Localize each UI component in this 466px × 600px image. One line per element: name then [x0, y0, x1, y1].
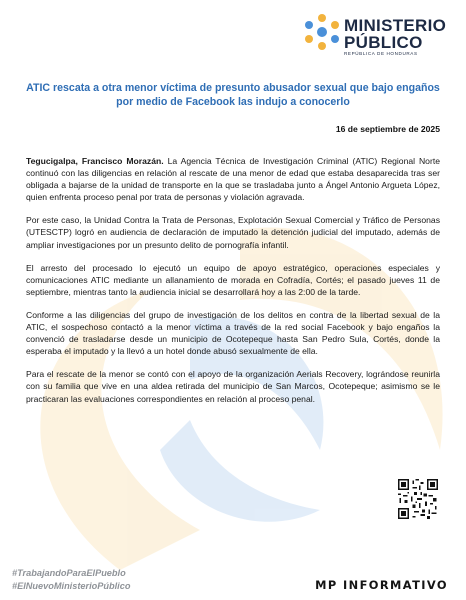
press-release-headline: ATIC rescata a otra menor víctima de presunto abusador sexual que bajo engaños por medio de Facebook las indujo a conocerlo	[26, 82, 440, 108]
hashtag-1: #TrabajandoParaElPueblo	[12, 568, 126, 578]
ministerio-publico-logo	[302, 10, 452, 56]
paragraph-1-text: La Agencia Técnica de Investigación Criminal (ATIC) Regional Norte continuó con las diligencias en relación al rescate de una menor de edad que estaba desaparecida tras ser obligada a bajarse de la unidad de transporte en la que se trasladaba junto a Ángel Antonio Argueta López, quien enfrenta proceso penal por trata de personas y violación agravada.	[26, 156, 440, 203]
qr-code-icon	[398, 479, 438, 519]
paragraph-2: Por este caso, la Unidad Contra la Trata de Personas, Explotación Sexual Comercial y Tráfico de Personas (UTESCTP) logró en audiencia de declaración de imputado la detención judicial del imputado, además de ampliar investigaciones por un presunto delito de pornografía infantil.	[26, 215, 440, 250]
paragraph-5: Para el rescate de la menor se contó con el apoyo de la organización Aerials Recovery, lográndose reunirla con su familia que vive en una aldea retirada del municipio de San Marcos, Ocotepeque; asimismo se le practicaran las evaluaciones correspondientes en relación al proceso penal.	[26, 369, 440, 404]
release-date: 16 de septiembre de 2025	[335, 124, 440, 134]
logo-line-1: MINISTERIO	[344, 16, 447, 35]
logo-line-3: REPÚBLICA DE HONDURAS	[344, 51, 418, 56]
paragraph-3: El arresto del procesado lo ejecutó un equipo de apoyo estratégico, operaciones especiales y comunicaciones ATIC mediante un allanamiento de morada en Cofradía, Cortés; el pasado jueves 11 de septiembre, mientras tanto la audiencia inicial se desarrollará hoy a las 2:00 de la tarde.	[26, 262, 440, 297]
paragraph-4: Conforme a las diligencias del grupo de investigación de los delitos en contra de la libertad sexual de la ATIC, el sospechoso contactó a la menor víctima a través de la red social Facebook y bajo engaños la convenció de trasladarse desde un municipio de Ocotepeque hasta San Pedro Sula, Cortés, donde la esperaba el imputado y la llevó a un hotel donde abusó sexualmente de ella.	[26, 309, 440, 357]
logo-line-2: PÚBLICO	[344, 33, 423, 52]
hashtag-2: #ElNuevoMinisterioPúblico	[12, 581, 131, 591]
dateline: Tegucigalpa, Francisco Morazán.	[26, 156, 164, 166]
press-release-body	[26, 155, 440, 416]
paragraph-1	[26, 155, 440, 203]
hashtags	[12, 567, 130, 593]
ministerio-logo-icon	[302, 12, 342, 52]
mp-informativo-label: MP INFORMATIVO	[315, 578, 448, 592]
